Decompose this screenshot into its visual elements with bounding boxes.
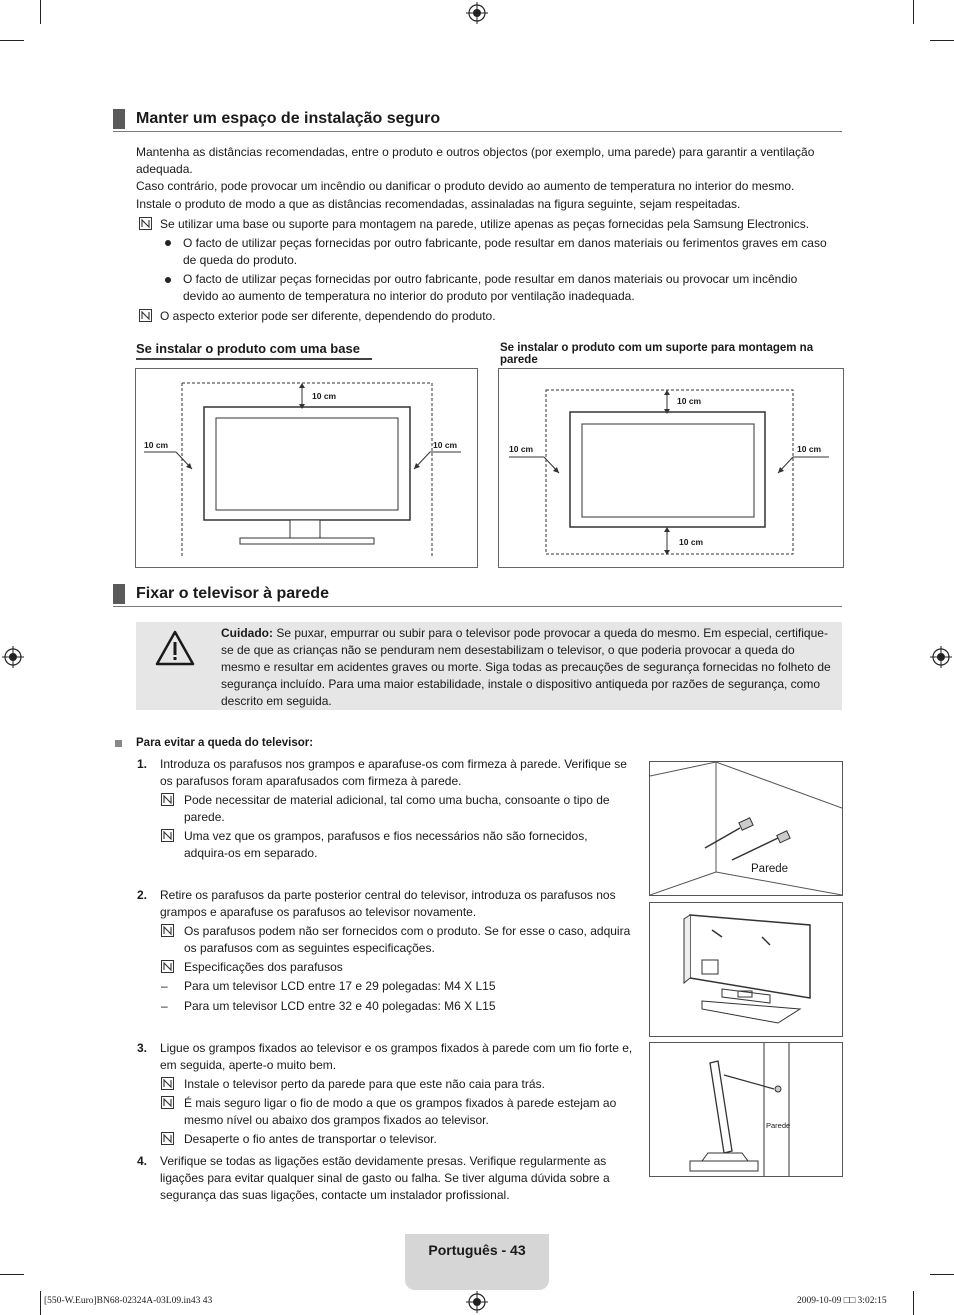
registration-mark-icon xyxy=(2,646,24,668)
wall-screws-drawing xyxy=(650,762,842,895)
note-text: Pode necessitar de material adicional, tal como uma bucha, consoante o tipo de parede. xyxy=(184,793,610,824)
steps-heading: Para evitar a queda do televisor: xyxy=(136,737,314,749)
distance-label-left: 10 cm xyxy=(144,440,169,450)
dash-icon: – xyxy=(161,999,168,1013)
subheading-stand: Se instalar o produto com uma base xyxy=(136,341,372,360)
heading-bar xyxy=(113,109,125,129)
distance-label-right: 10 cm xyxy=(433,440,458,450)
step-number: 2. xyxy=(137,888,148,902)
note-icon xyxy=(139,217,152,230)
print-file-info: [550-W.Euro]BN68-02324A-03L09.in43 43 xyxy=(44,1296,213,1306)
diagram-wall-mount xyxy=(498,368,844,568)
step-text: Introduza os parafusos nos grampos e aparafuse-os com firmeza à parede. Verifique se os parafusos foram aparafusados com firmeza à parede. xyxy=(160,757,627,788)
note-icon xyxy=(161,829,174,842)
wall-label: Parede xyxy=(751,863,789,875)
tv-back-drawing xyxy=(650,903,842,1036)
dash-icon: – xyxy=(161,979,168,993)
step-text: Verifique se todas as ligações estão devidamente presas. Verifique regularmente as ligações para evitar qualquer sinal de gasto ou falha. Se tiver alguma dúvida sobre a segurança das suas ligações, contacte um instalador profissional. xyxy=(160,1154,610,1202)
note-text: O aspecto exterior pode ser diferente, dependendo do produto. xyxy=(160,309,496,323)
print-date-info: 2009-10-09 □□ 3:02:15 xyxy=(797,1296,887,1306)
illustration-wall-screws xyxy=(649,761,843,896)
wall-label-small: Parede xyxy=(766,1121,791,1130)
note-text: É mais seguro ligar o fio de modo a que os grampos fixados à parede estejam ao mesmo nível ou abaixo dos grampos fixados ao televisor. xyxy=(184,1096,617,1127)
registration-mark-icon xyxy=(466,1291,488,1313)
distance-label-top: 10 cm xyxy=(677,396,702,406)
note-icon xyxy=(139,309,152,322)
crop-mark xyxy=(40,0,41,24)
section-title: Manter um espaço de instalação seguro xyxy=(136,110,441,127)
crop-mark xyxy=(0,40,24,41)
paragraph: Caso contrário, pode provocar um incêndio ou danificar o produto devido ao aumento de temperatura no interior do mesmo. xyxy=(136,179,795,193)
warning-triangle-icon xyxy=(155,630,195,666)
crop-mark xyxy=(40,1291,41,1315)
bullet-text: O facto de utilizar peças fornecidas por outro fabricante, pode resultar em danos materiais ou provocar um incêndio devido ao aumento de temperatura no interior do produto por ventilação inadequada. xyxy=(183,272,798,303)
step-text: Ligue os grampos fixados ao televisor e os grampos fixados à parede com um fio forte e, em seguida, aperte-o muito bem. xyxy=(160,1041,633,1072)
note-icon xyxy=(161,793,174,806)
note-icon xyxy=(161,1132,174,1145)
distance-label-left: 10 cm xyxy=(509,444,534,454)
distance-label-bottom: 10 cm xyxy=(679,537,704,547)
note-text: Uma vez que os grampos, parafusos e fios necessários não são fornecidos, adquira-os em separado. xyxy=(184,829,588,860)
crop-mark xyxy=(0,1274,24,1275)
section-heading xyxy=(113,109,842,132)
stand-tv-illustration xyxy=(136,369,477,567)
section-title: Fixar o televisor à parede xyxy=(136,585,329,602)
page-number: Português - 43 xyxy=(428,1242,526,1258)
step-number: 4. xyxy=(137,1154,148,1168)
tv-wire-drawing xyxy=(650,1043,842,1176)
distance-label-right: 10 cm xyxy=(797,444,822,454)
note-icon xyxy=(161,1096,174,1109)
crop-mark xyxy=(930,1274,954,1275)
note-text: Desaperte o fio antes de transportar o televisor. xyxy=(184,1132,437,1146)
caution-body: Se puxar, empurrar ou subir para o televisor pode provocar a queda do mesmo. Em especial, certifique-se de que as crianças não se penduram nem desestabilizam o televisor, o que poderia provocar a queda do mesmo e resultar em acidentes graves ou morte. Siga todas as precauções de segurança fornecidas no folheto de segurança incluído. Para uma maior estabilidade, instale o dispositivo antiqueda por razões de segurança, como descrito em seguida. xyxy=(221,626,831,708)
illustration-tv-wire xyxy=(649,1042,843,1177)
paragraph: Instale o produto de modo a que as distâncias recomendadas, assinaladas na figura seguinte, sejam respeitadas. xyxy=(136,197,741,211)
note-icon xyxy=(161,960,174,973)
crop-mark xyxy=(930,40,954,41)
section-heading xyxy=(113,584,842,607)
square-bullet-icon xyxy=(115,740,122,747)
spec-text: Para um televisor LCD entre 32 e 40 polegadas: M6 X L15 xyxy=(184,999,496,1013)
wall-mount-tv-illustration xyxy=(499,369,843,567)
step-number: 3. xyxy=(137,1041,148,1055)
bullet-icon xyxy=(165,240,171,246)
crop-mark xyxy=(913,1291,914,1315)
bullet-icon xyxy=(165,277,171,283)
bullet-text: O facto de utilizar peças fornecidas por outro fabricante, pode resultar em danos materiais ou ferimentos graves em caso de queda do produto. xyxy=(183,236,827,267)
paragraph: Mantenha as distâncias recomendadas, entre o produto e outros objectos (por exemplo, uma parede) para garantir a ventilação adequada. xyxy=(136,145,815,176)
note-text: Os parafusos podem não ser fornecidos com o produto. Se for esse o caso, adquira os parafusos com as seguintes especificações. xyxy=(184,924,631,955)
page-number-tab xyxy=(405,1234,549,1290)
note-text: Instale o televisor perto da parede para que este não caia para trás. xyxy=(184,1077,545,1091)
crop-mark xyxy=(913,0,914,24)
step-number: 1. xyxy=(137,757,148,771)
note-icon xyxy=(161,1077,174,1090)
caution-label: Cuidado: xyxy=(221,626,273,640)
heading-bar xyxy=(113,584,125,604)
caution-box xyxy=(136,622,842,710)
spec-text: Para um televisor LCD entre 17 e 29 polegadas: M4 X L15 xyxy=(184,979,496,993)
diagram-stand xyxy=(135,368,478,568)
note-icon xyxy=(161,924,174,937)
step-text: Retire os parafusos da parte posterior central do televisor, introduza os parafusos nos grampos e aparafuse os parafusos ao televisor novamente. xyxy=(160,888,616,919)
registration-mark-icon xyxy=(930,646,952,668)
subheading-wall-mount: Se instalar o produto com um suporte para montagem na parede xyxy=(500,342,829,370)
caution-text xyxy=(221,625,831,710)
note-text: Especificações dos parafusos xyxy=(184,960,343,974)
illustration-tv-back xyxy=(649,902,843,1037)
note-text: Se utilizar uma base ou suporte para montagem na parede, utilize apenas as peças fornecidas pela Samsung Electronics. xyxy=(160,217,810,231)
registration-mark-icon xyxy=(466,2,488,24)
distance-label-top: 10 cm xyxy=(312,391,337,401)
